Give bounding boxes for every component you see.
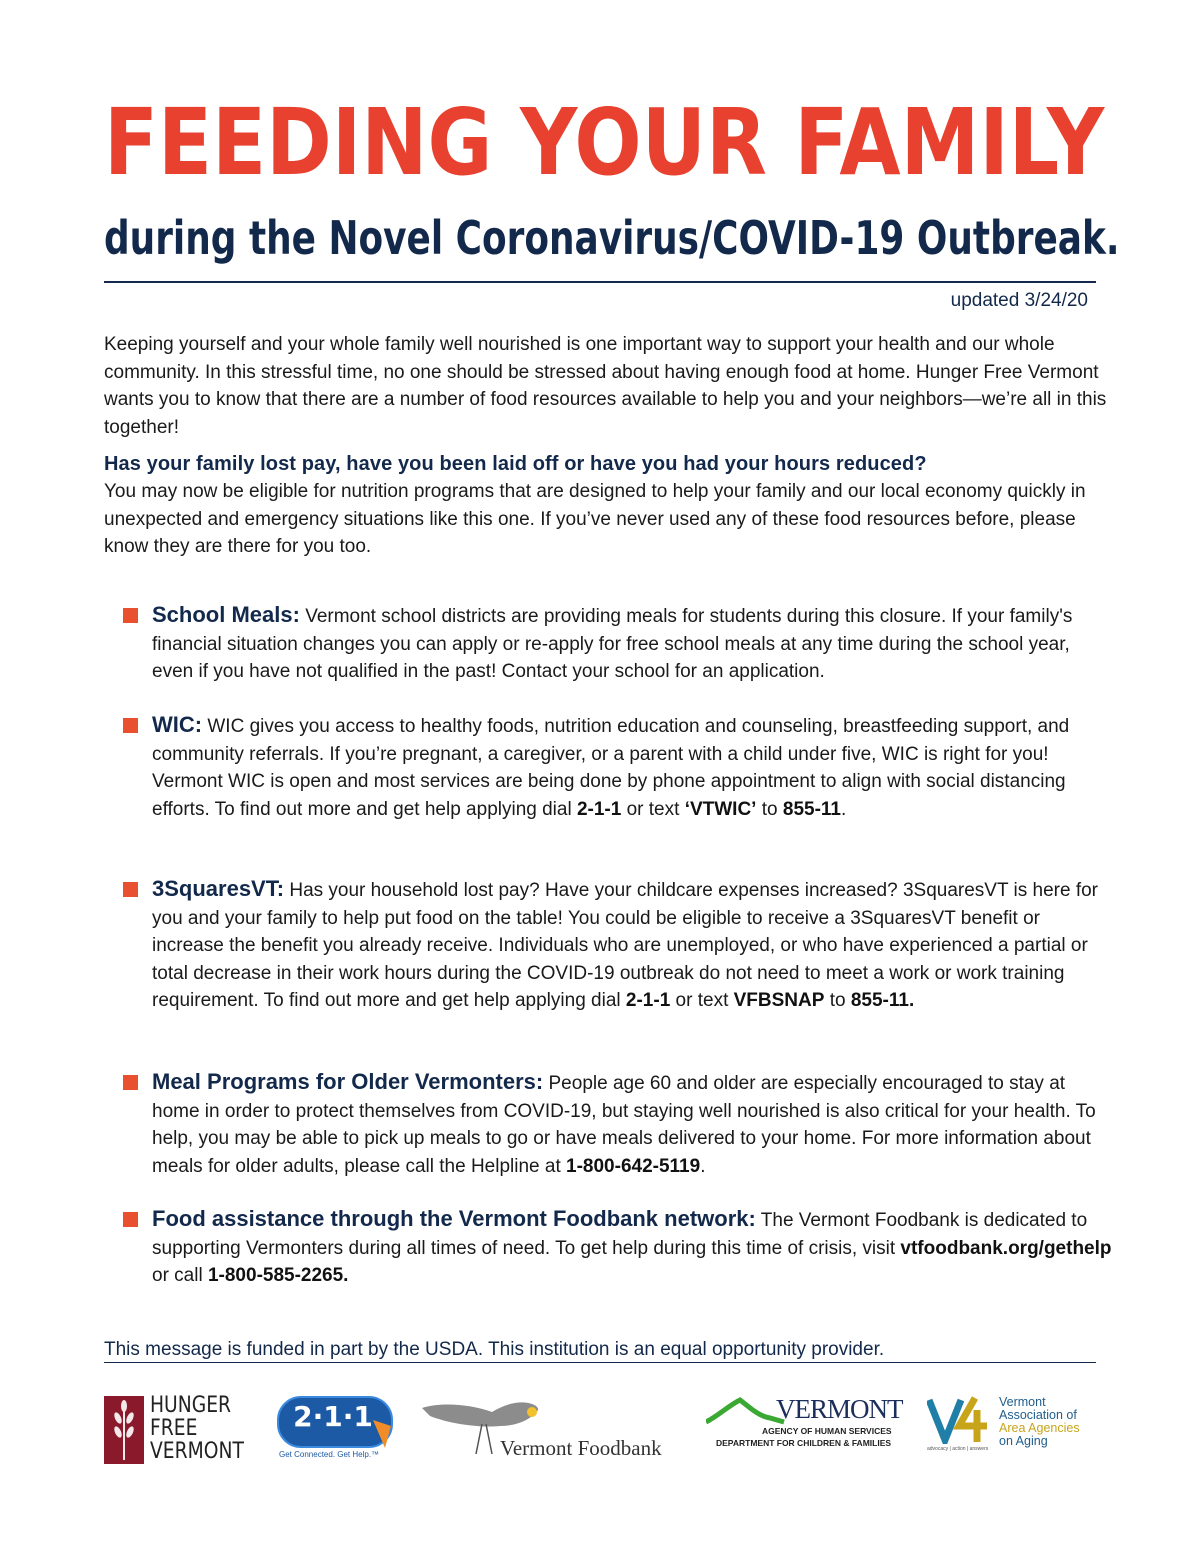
v4a-logo (927, 1396, 1097, 1456)
bullet-square-icon (123, 608, 138, 623)
website-link: vtfoodbank.org/gethelp (900, 1237, 1112, 1259)
hunger-free-vermont-wordmark: HUNGER FREE VERMONT (150, 1393, 244, 1464)
intro-paragraph: Keeping yourself and your whole family well nourished is one important way to support your health and our whole community. In this stressful time, no one should be stressed about having enough food at home. Hunger Free Vermont wants you to know that there are a number of food resources available to help you and your neighbors—we’re all in this together! (104, 334, 1107, 438)
page-title: FEEDING YOUR FAMILY (104, 89, 1105, 196)
phone-number: 2-1-1 (625, 990, 671, 1011)
item-text: . (700, 1155, 706, 1177)
item-title: School Meals: (152, 602, 300, 627)
phone-number: 1-800-642-5119 (566, 1155, 701, 1177)
list-item-wic (152, 711, 1116, 823)
211-number: 2·1·1 (293, 1400, 373, 1433)
vermont-foodbank-logo (420, 1390, 690, 1470)
item-text: People age 60 and older are especially encouraged to stay at home in order to protect themselves from COVID-19, but staying well nourished is also critical for your health. To help, you may be able to pick up meals to go or have meals delivered to your home. For more information about meals for older adults, please call the Helpline at (152, 1073, 1096, 1177)
text-keyword: ‘VTWIC’ (684, 798, 757, 820)
phone-number: 1-800-585-2265. (207, 1265, 349, 1286)
item-title: 3SquaresVT: (152, 876, 285, 901)
item-text: Vermont school districts are providing meals for students during this closure. If your family's financial situation changes you can apply or re-apply for free school meals at any time during the school year, even if you have not qualified in the past! Contact your school for an application. (152, 606, 1073, 682)
item-text: . (841, 798, 847, 820)
list-item-older-vermonters (152, 1068, 1116, 1180)
funding-statement: This message is funded in part by the USDA. This institution is an equal opportunity provider. (104, 1339, 885, 1360)
top-divider (104, 281, 1096, 283)
bottom-divider (104, 1362, 1096, 1363)
wheat-mark-icon (104, 1396, 144, 1464)
mountain-icon (706, 1396, 786, 1426)
v4a-line: on Aging (999, 1434, 1048, 1448)
hunger-free-vermont-logo (104, 1393, 254, 1466)
short-code: 855-11. (850, 990, 915, 1011)
v4a-mark-icon (927, 1396, 991, 1444)
speech-tail-icon (371, 1420, 393, 1450)
question-body: You may now be eligible for nutrition programs that are designed to help your family and our local economy quickly in unexpected and emergency situations like this one. If you’ve never used any of these food resources before, please know they are there for you too. (104, 481, 1086, 557)
item-title: Food assistance through the Vermont Foodbank network: (152, 1206, 756, 1231)
item-text: WIC gives you access to healthy foods, nutrition education and counseling, breastfeeding support, and community referrals. If you’re pregnant, a caregiver, or a parent with a child under five, WIC is right for you! Vermont WIC is open and most services are being done by phone appointment to align with social distancing efforts. To find out more and get help applying dial (152, 716, 1070, 820)
bullet-square-icon (123, 1212, 138, 1227)
updated-date: updated 3/24/20 (950, 290, 1088, 311)
list-item-school-meals (152, 601, 1116, 686)
question-heading: Has your family lost pay, have you been laid off or have you had your hours reduced? (104, 453, 927, 475)
v4a-line: Area Agencies (999, 1421, 1080, 1435)
phone-number: 2-1-1 (576, 798, 622, 820)
agency-label: AGENCY OF HUMAN SERVICES (762, 1426, 892, 1436)
vermont-wordmark: VERMONT (776, 1394, 903, 1424)
item-title: WIC: (152, 712, 203, 737)
item-text: or call (152, 1265, 208, 1286)
list-item-foodbank (152, 1205, 1116, 1290)
vermont-foodbank-wordmark: Vermont Foodbank (500, 1436, 662, 1460)
item-text: to (756, 798, 783, 820)
item-text: or text (621, 798, 685, 820)
v4a-tagline: advocacy | action | answers (927, 1446, 989, 1452)
bullet-square-icon (123, 1075, 138, 1090)
211-tagline: Get Connected. Get Help.™ (279, 1450, 380, 1459)
wheat-icon (104, 1396, 144, 1464)
item-text: Has your household lost pay? Have your childcare expenses increased? 3SquaresVT is here for you and your family to help put food on the table! You could be eligible to receive a 3SquaresVT benefit or increase the benefit you already receive. Individuals who are unemployed, or who have experienced a partial or total decrease in their work hours during the COVID-19 outbreak do not need to meet a work or work training requirement. To find out more and get help applying dial (152, 880, 1099, 1011)
page-subtitle: during the Novel Coronavirus/COVID-19 Outbreak. (104, 211, 1120, 265)
v4a-wordmark (999, 1396, 1080, 1448)
item-text: to (824, 990, 851, 1011)
short-code: 855-11 (782, 798, 841, 820)
vermont-dcf-logo (706, 1392, 903, 1462)
item-title: Meal Programs for Older Vermonters: (152, 1069, 544, 1094)
text-keyword: VFBSNAP (733, 990, 825, 1011)
bullet-square-icon (123, 882, 138, 897)
item-text: The Vermont Foodbank is dedicated to supporting Vermonters during all times of need. To get help during this time of crisis, visit (152, 1210, 1088, 1259)
211-logo (275, 1396, 395, 1466)
list-item-3squaresvt (152, 875, 1116, 1015)
v4a-line: Association of (999, 1408, 1077, 1422)
department-label: DEPARTMENT FOR CHILDREN & FAMILIES (716, 1438, 892, 1448)
v4a-line: Vermont (999, 1395, 1046, 1409)
item-text: or text (670, 990, 734, 1011)
bullet-square-icon (123, 718, 138, 733)
